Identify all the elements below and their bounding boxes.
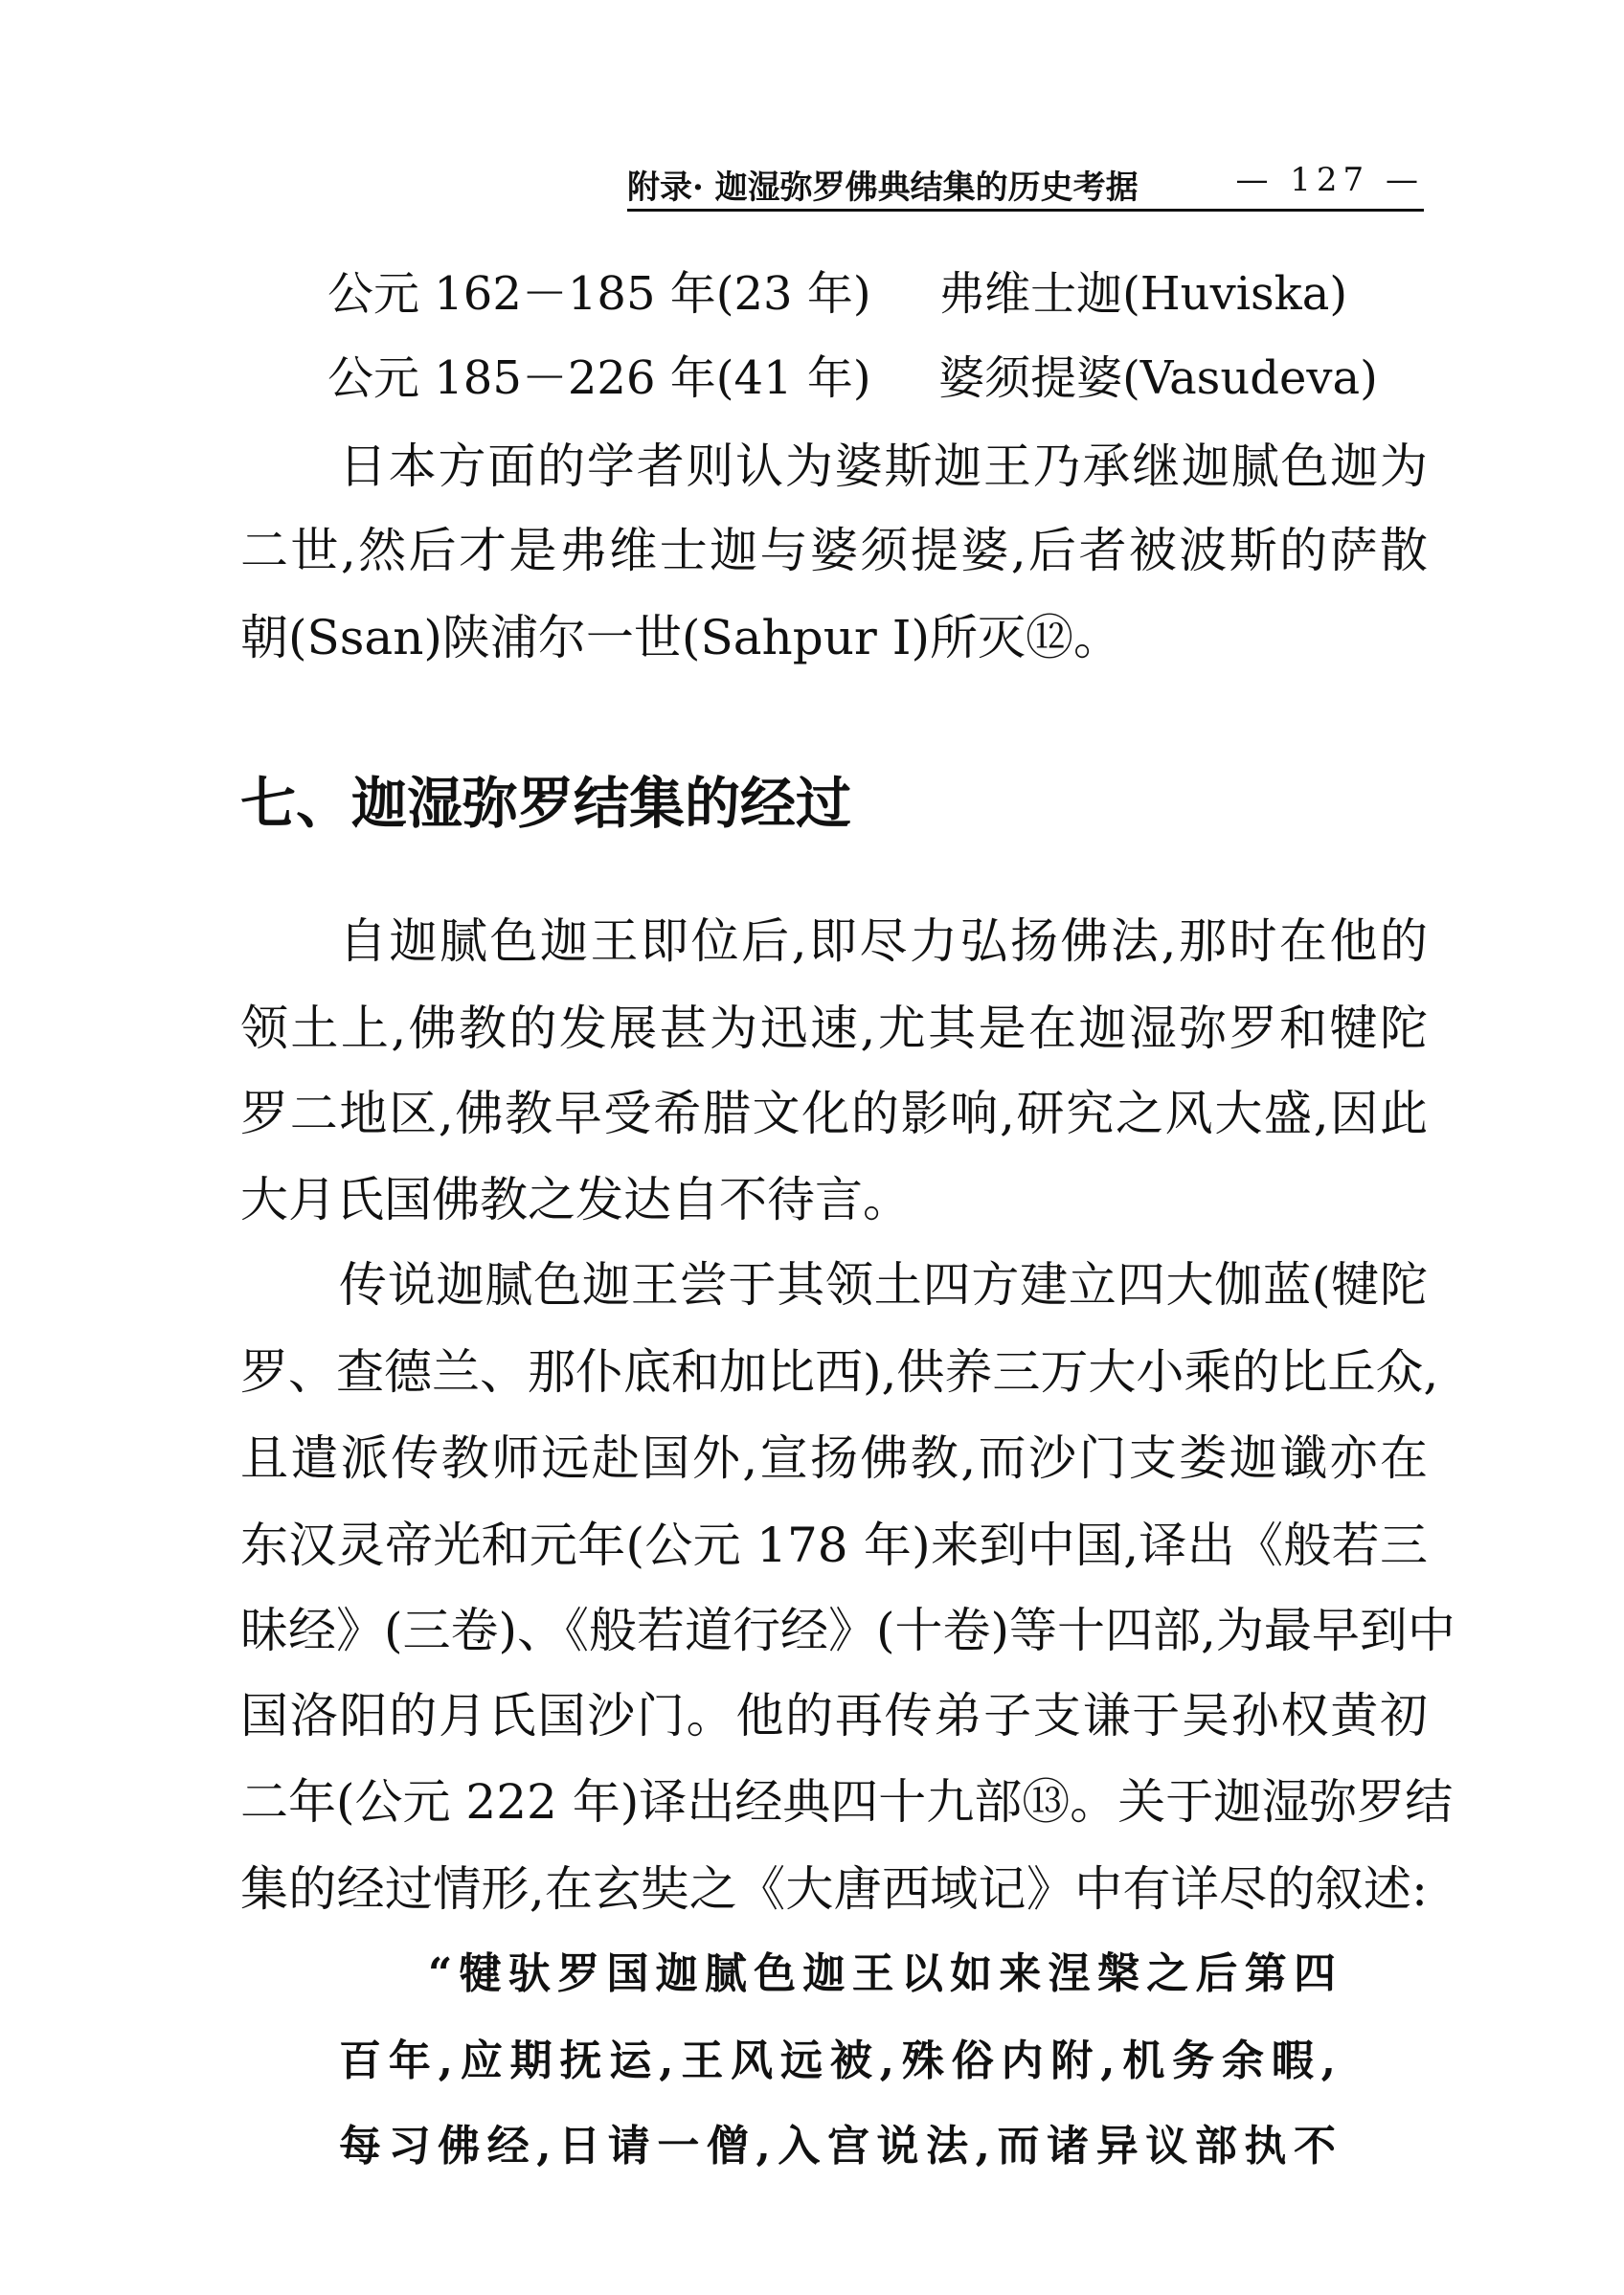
page-number: — 127 — bbox=[1235, 161, 1424, 199]
reign-entry bbox=[327, 349, 1378, 407]
paragraph-line: 且遣派传教师远赴国外,宣扬佛教,而沙门支娄迦谶亦在 bbox=[240, 1430, 1428, 1486]
paragraph-line: 国洛阳的月氏国沙门。他的再传弟子支谦于吴孙权黄初 bbox=[240, 1688, 1428, 1744]
paragraph-line: 罗二地区,佛教早受希腊文化的影响,研究之风大盛,因此 bbox=[240, 1086, 1428, 1141]
paragraph-line: 集的经过情形,在玄奘之《大唐西域记》中有详尽的叙述: bbox=[240, 1861, 1428, 1917]
quote-line: 每习佛经,日请一僧,入宫说法,而诸异议部执不 bbox=[339, 2122, 1336, 2171]
header-title: 附录· 迦湿弥罗佛典结集的历史考据 bbox=[627, 169, 1139, 207]
paragraph-line: 罗、查德兰、那仆底和加比西),供养三万大小乘的比丘众, bbox=[240, 1344, 1439, 1400]
running-header bbox=[627, 161, 1424, 212]
quote-line: 百年,应期抚运,王风远被,殊俗内附,机务余暇, bbox=[339, 2036, 1336, 2085]
paragraph-line: 东汉灵帝光和元年(公元 178 年)来到中国,译出《般若三 bbox=[240, 1518, 1428, 1573]
paragraph-line: 自迦腻色迦王即位后,即尽力弘扬佛法,那时在他的 bbox=[339, 913, 1428, 969]
section-heading: 七、迦湿弥罗结集的经过 bbox=[240, 771, 852, 836]
quote-line: “犍驮罗国迦腻色迦王以如来涅槃之后第四 bbox=[428, 1949, 1336, 1998]
reign-king: 婆须提婆(Vasudeva) bbox=[938, 351, 1378, 405]
paragraph-line: 领土上,佛教的发展甚为迅速,尤其是在迦湿弥罗和犍陀 bbox=[240, 1001, 1428, 1056]
paragraph-line: 大月氏国佛教之发达自不待言。 bbox=[240, 1172, 911, 1227]
reign-king: 弗维士迦(Huviska) bbox=[938, 267, 1348, 321]
reign-entry bbox=[327, 265, 1347, 323]
paragraph-line: 日本方面的学者则认为婆斯迦王乃承继迦腻色迦为 bbox=[339, 439, 1428, 494]
paragraph-line: 朝(Ssan)陕浦尔一世(Sahpur I)所灭⑫。 bbox=[240, 610, 1121, 665]
paragraph-line: 二年(公元 222 年)译出经典四十九部⑬。关于迦湿弥罗结 bbox=[240, 1774, 1454, 1830]
paragraph-line: 昧经》(三卷)、《般若道行经》(十卷)等十四部,为最早到中 bbox=[240, 1603, 1455, 1658]
reign-dates: 公元 162－185 年(23 年) bbox=[327, 267, 871, 321]
reign-dates: 公元 185－226 年(41 年) bbox=[327, 351, 871, 405]
paragraph-line: 传说迦腻色迦王尝于其领土四方建立四大伽蓝(犍陀 bbox=[339, 1257, 1428, 1313]
paragraph-line: 二世,然后才是弗维士迦与婆须提婆,后者被波斯的萨散 bbox=[240, 523, 1428, 578]
